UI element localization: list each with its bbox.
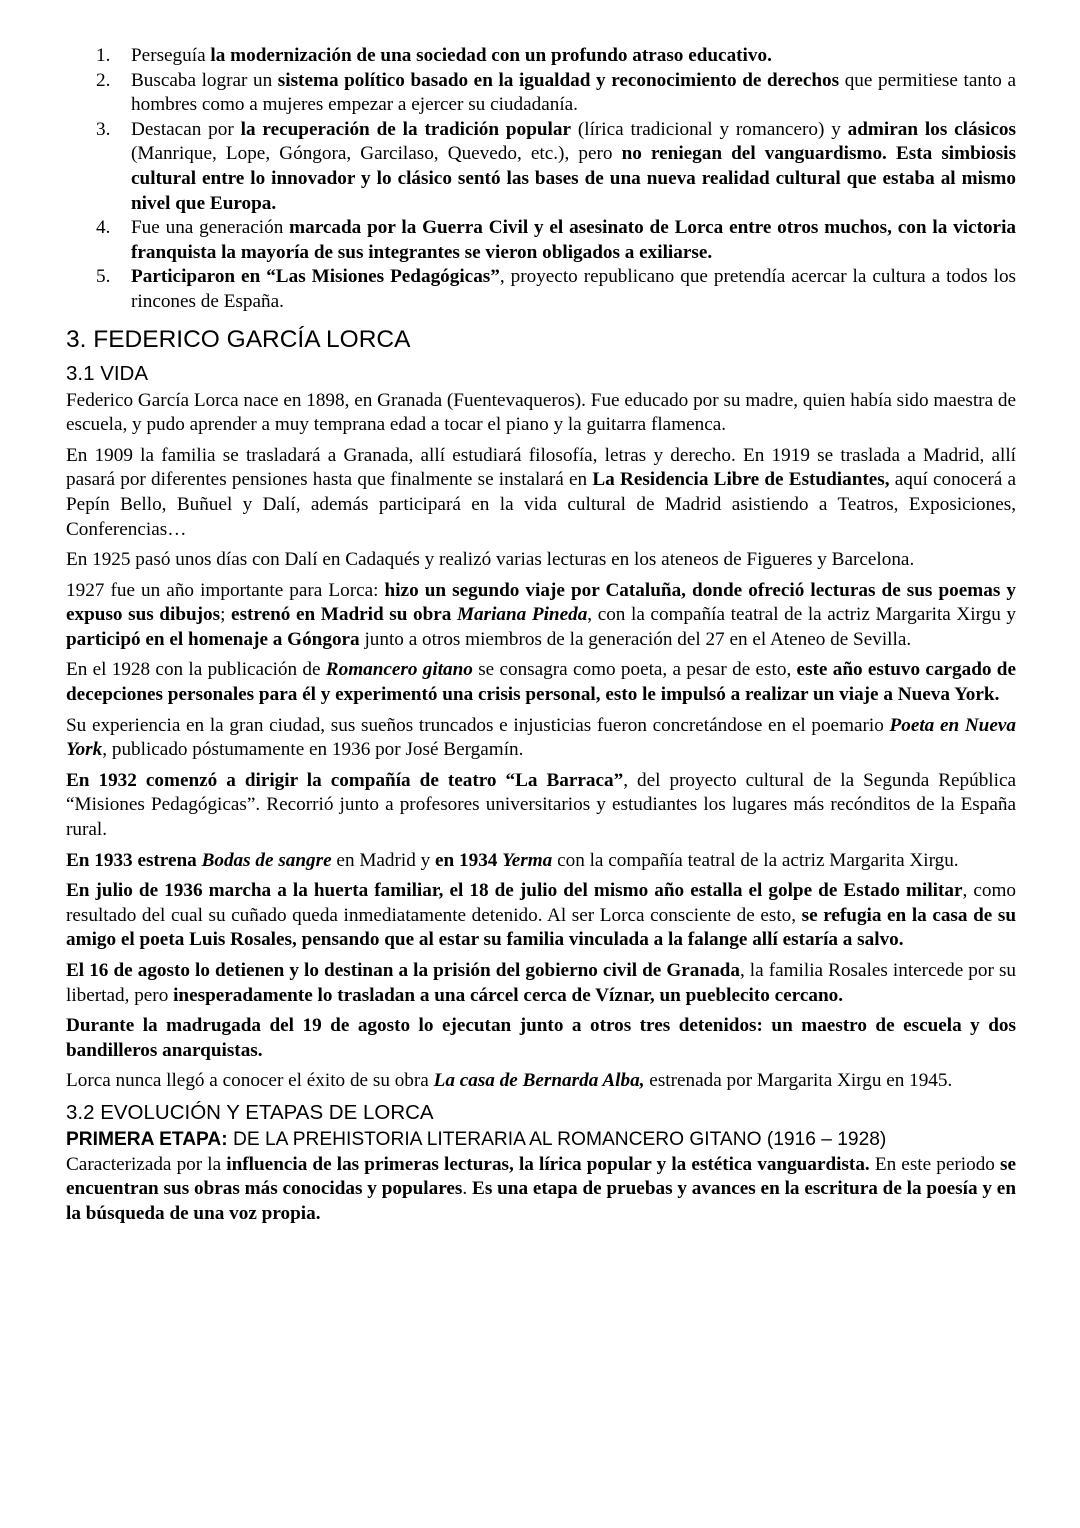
emphasized-text: no reniegan del vanguardismo. Esta simbiosis cultural entre lo innovador y lo clásico sentó las bases de una nueva realidad cultural que estaba al mismo nivel que Europa. — [131, 143, 1016, 214]
emphasized-text: Mariana Pineda — [456, 604, 588, 626]
text-run: , la familia Rosales intercede por su libertad, pero — [66, 960, 1016, 1006]
emphasized-text: admiran los clásicos — [847, 118, 1016, 140]
emphasized-text: En julio de 1936 marcha a la huerta familiar, el 18 de julio del mismo año estalla el golpe de Estado militar — [66, 880, 963, 902]
text-run: 1927 fue un año importante para Lorca: — [66, 579, 385, 601]
stage-heading — [66, 1128, 1016, 1153]
list-item — [66, 44, 1016, 69]
text-run: , proyecto republicano que pretendía acercar la cultura a todos los rincones de España. — [131, 266, 1017, 312]
text-run: Buscaba lograr un — [131, 69, 278, 91]
subsection-heading-vida: 3.1 VIDA — [66, 361, 149, 385]
emphasized-text: inesperadamente lo trasladan a una cárcel cerca de Víznar, un pueblecito cercano. — [173, 984, 844, 1006]
list-item — [66, 69, 1016, 118]
text-run: Perseguía — [131, 45, 211, 66]
emphasized-text: marcada por la Guerra Civil y el asesinato de Lorca entre otros muchos, con la victoria franquista la mayoría de sus integrantes se vieron obligados a exiliarse. — [131, 217, 1016, 263]
vida-paragraph — [66, 658, 1016, 707]
generation-features-list — [66, 44, 1016, 315]
text-run: con la compañía teatral de la actriz Margarita Xirgu. — [552, 849, 959, 871]
emphasized-text: se refugia en la casa de su amigo el poeta Luis Rosales, pensando que al estar su familia vinculada a la falange allí estaría a salvo. — [66, 904, 1016, 951]
emphasized-text: En 1932 comenzó a dirigir la compañía de teatro “La Barraca” — [66, 769, 624, 791]
text-run: (Manrique, Lope, Góngora, Garcilaso, Quevedo, etc.), pero — [131, 143, 622, 165]
vida-paragraph — [66, 579, 1016, 653]
text-run: , publicado póstumamente en 1936 por José Bergamín. — [102, 739, 524, 761]
text-run: , como resultado del cual su cuñado queda inmediatamente detenido. Al ser Lorca consciente de esto, — [66, 880, 1016, 926]
emphasized-text: Poeta en Nueva York — [66, 714, 1016, 761]
list-item-text — [131, 119, 1016, 214]
emphasized-text: Durante la madrugada del 19 de agosto lo ejecutan junto a otros tres detenidos: un maestro de escuela y dos bandilleros anarquistas. — [66, 1015, 1016, 1061]
text-run: En 1909 la familia se trasladará a Granada, allí estudiará filosofía, letras y derecho. En 1919 se traslada a Madrid, allí pasará por diferentes pensiones hasta que finalmente se instalará en — [66, 444, 1016, 491]
vida-paragraph — [66, 879, 1016, 953]
vida-paragraph — [66, 714, 1016, 763]
text-run: Federico García Lorca nace en 1898, en Granada (Fuentevaqueros). Fue educado por su madre, quien había sido maestra de escuela, y pudo aprender a muy temprana edad a tocar el piano y la guitarra flamenca. — [66, 389, 1016, 436]
emphasized-text: en 1934 — [435, 849, 503, 871]
stage-label: PRIMERA ETAPA: — [66, 1128, 228, 1150]
text-run: En 1925 pasó unos días con Dalí en Cadaqués y realizó varias lecturas en los ateneos de Figueres y Barcelona. — [66, 549, 915, 571]
emphasized-text: la modernización de una sociedad con un profundo atraso educativo. — [210, 45, 772, 66]
list-number: 5. — [96, 266, 111, 288]
emphasized-text: El 16 de agosto lo detienen y lo destinan a la prisión del gobierno civil de Granada — [66, 960, 740, 981]
text-run: (lírica tradicional y romancero) y — [570, 118, 848, 140]
text-run: se consagra como poeta, a pesar de esto, — [472, 659, 797, 681]
stage-title: DE LA PREHISTORIA LITERARIA AL ROMANCERO GITANO (1916 – 1928) — [227, 1128, 887, 1150]
vida-paragraph — [66, 849, 1016, 874]
emphasized-text: En 1933 estrena — [66, 849, 202, 871]
emphasized-text: se encuentran sus obras más conocidas y populares — [66, 1153, 1016, 1200]
list-number: 2. — [96, 69, 111, 91]
emphasized-text: este año estuvo cargado de decepciones personales para él y experimentó una crisis personal, esto le impulsó a realizar un viaje a Nueva York. — [66, 659, 1016, 706]
emphasized-text: Es una etapa de pruebas y avances en la escritura de la poesía y en la búsqueda de una voz propia. — [66, 1178, 1016, 1224]
vida-paragraph — [66, 548, 1016, 573]
list-item — [66, 216, 1016, 265]
emphasized-text: estrenó en Madrid su obra — [231, 604, 457, 626]
text-run: Destacan por — [131, 118, 241, 140]
stage-paragraph — [66, 1153, 1016, 1227]
emphasized-text: Bodas de sangre — [201, 849, 332, 871]
list-item-text — [131, 217, 1016, 263]
text-run: que permitiese tanto a hombres como a mujeres empezar a ejercer su ciudadanía. — [131, 69, 1016, 116]
vida-paragraph — [66, 444, 1016, 542]
text-run: Su experiencia en la gran ciudad, sus sueños truncados e injusticias fueron concretándose en el poemario — [66, 714, 890, 736]
text-run: En el 1928 con la publicación de — [66, 659, 326, 681]
emphasized-text: La casa de Bernarda Alba, — [433, 1070, 645, 1092]
list-item — [66, 265, 1016, 314]
list-item — [66, 118, 1016, 216]
emphasized-text: Romancero gitano — [325, 659, 473, 681]
text-run: En este periodo — [869, 1153, 1001, 1175]
emphasized-text: La Residencia Libre de Estudiantes, — [592, 469, 890, 491]
vida-paragraph — [66, 1014, 1016, 1063]
vida-paragraph — [66, 1069, 1016, 1094]
list-number: 1. — [96, 45, 111, 66]
vida-paragraph — [66, 389, 1016, 438]
emphasized-text: participó en el homenaje a Góngora — [66, 628, 360, 650]
text-run: Fue una generación — [131, 217, 290, 239]
text-run: . — [462, 1178, 473, 1200]
text-run: aquí conocerá a Pepín Bello, Buñuel y Dalí, además participará en la vida cultural de Madrid asistiendo a Teatros, Exposiciones, Conferencias… — [66, 469, 1016, 540]
emphasized-text: hizo un segundo viaje por Cataluña, donde ofreció lecturas de sus poemas y expuso sus dibujos — [66, 579, 1016, 626]
emphasized-text: Participaron en “Las Misiones Pedagógicas” — [131, 266, 500, 288]
text-run: estrenada por Margarita Xirgu en 1945. — [644, 1070, 953, 1092]
vida-paragraph — [66, 959, 1016, 1008]
list-number: 3. — [96, 118, 111, 140]
list-item-text — [131, 45, 772, 66]
list-number: 4. — [96, 217, 111, 239]
emphasized-text: Yerma — [502, 849, 553, 871]
text-run: , con la compañía teatral de la actriz Margarita Xirgu y — [587, 604, 1016, 626]
list-item-text — [131, 266, 1016, 312]
list-item-text — [131, 70, 1016, 116]
text-run: , del proyecto cultural de la Segunda República “Misiones Pedagógicas”. Recorrió junto a profesores universitarios y estudiantes los lugares más recónditos de la España rural. — [66, 769, 1016, 841]
subsection-heading-evolucion: 3.2 EVOLUCIÓN Y ETAPAS DE LORCA — [66, 1100, 434, 1124]
text-run: Lorca nunca llegó a conocer el éxito de su obra — [66, 1070, 434, 1092]
document-page — [66, 44, 1016, 1232]
text-run: en Madrid y — [331, 849, 436, 871]
text-run: ; — [220, 604, 232, 626]
text-run: Caracterizada por la — [66, 1153, 227, 1175]
section-heading: 3. FEDERICO GARCÍA LORCA — [66, 325, 411, 353]
text-run: junto a otros miembros de la generación del 27 en el Ateneo de Sevilla. — [359, 628, 912, 650]
emphasized-text: influencia de las primeras lecturas, la lírica popular y la estética vanguardista. — [226, 1153, 870, 1175]
emphasized-text: la recuperación de la tradición popular — [240, 118, 571, 140]
vida-paragraph — [66, 769, 1016, 843]
emphasized-text: sistema político basado en la igualdad y reconocimiento de derechos — [277, 69, 840, 91]
